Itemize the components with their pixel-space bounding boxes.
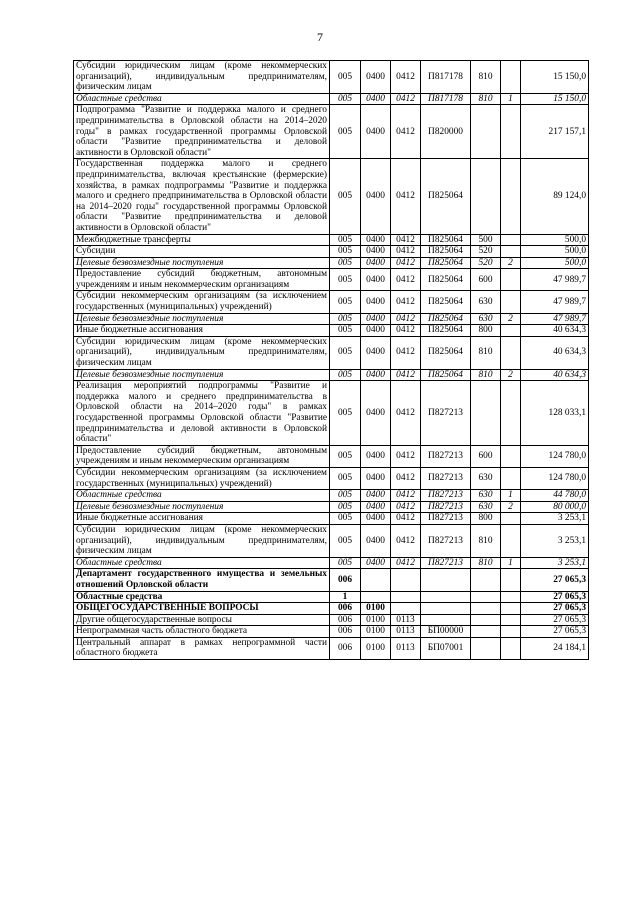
- section-code-cell: 0400: [361, 369, 391, 381]
- amount-cell: 27 065,3: [521, 626, 589, 638]
- subsection-code-cell: 0113: [391, 626, 421, 638]
- subsection-code-cell: 0412: [391, 381, 421, 446]
- source-code-cell: [501, 381, 521, 446]
- target-article-cell: П825064: [421, 159, 471, 234]
- grbs-code-cell: 006: [330, 603, 361, 615]
- source-code-cell: [501, 61, 521, 94]
- source-code-cell: [501, 336, 521, 369]
- source-code-cell: [501, 269, 521, 291]
- grbs-code-cell: 005: [330, 61, 361, 94]
- expense-type-cell: 810: [471, 93, 501, 105]
- row-name-cell: Субсидии некоммерческим организациям (за исключением государственных (муниципальных) учреждений): [74, 291, 330, 313]
- grbs-code-cell: 005: [330, 445, 361, 467]
- expense-type-cell: [471, 591, 501, 603]
- section-code-cell: 0400: [361, 159, 391, 234]
- target-article-cell: П825064: [421, 325, 471, 337]
- table-row: [74, 159, 589, 234]
- grbs-code-cell: 006: [330, 614, 361, 626]
- section-code-cell: 0400: [361, 93, 391, 105]
- section-code-cell: 0100: [361, 637, 391, 659]
- source-code-cell: [501, 325, 521, 337]
- row-name-cell: Субсидии: [74, 246, 330, 258]
- grbs-code-cell: 005: [330, 336, 361, 369]
- subsection-code-cell: 0113: [391, 637, 421, 659]
- expense-type-cell: 520: [471, 257, 501, 269]
- source-code-cell: 1: [501, 557, 521, 569]
- expense-type-cell: 600: [471, 269, 501, 291]
- row-name-cell: Областные средства: [74, 591, 330, 603]
- source-code-cell: 1: [501, 93, 521, 105]
- subsection-code-cell: 0412: [391, 524, 421, 557]
- section-code-cell: 0400: [361, 467, 391, 489]
- row-name-cell: Целевые безвозмездные поступления: [74, 313, 330, 325]
- grbs-code-cell: 005: [330, 513, 361, 525]
- amount-cell: 27 065,3: [521, 569, 589, 591]
- expense-type-cell: 810: [471, 557, 501, 569]
- section-code-cell: 0400: [361, 524, 391, 557]
- row-name-cell: Центральный аппарат в рамках непрограммной части областного бюджета: [74, 637, 330, 659]
- amount-cell: 89 124,0: [521, 159, 589, 234]
- subsection-code-cell: 0412: [391, 61, 421, 94]
- section-code-cell: 0400: [361, 445, 391, 467]
- row-name-cell: Областные средства: [74, 490, 330, 502]
- table-row: [74, 557, 589, 569]
- table-row: [74, 93, 589, 105]
- expense-type-cell: 630: [471, 467, 501, 489]
- grbs-code-cell: 1: [330, 591, 361, 603]
- amount-cell: 128 033,1: [521, 381, 589, 446]
- expense-type-cell: 810: [471, 369, 501, 381]
- budget-table-body: [74, 61, 589, 660]
- grbs-code-cell: 005: [330, 467, 361, 489]
- subsection-code-cell: 0412: [391, 513, 421, 525]
- amount-cell: 15 150,0: [521, 93, 589, 105]
- amount-cell: 500,0: [521, 257, 589, 269]
- table-row: [74, 369, 589, 381]
- subsection-code-cell: 0412: [391, 105, 421, 159]
- expense-type-cell: [471, 381, 501, 446]
- amount-cell: 80 000,0: [521, 501, 589, 513]
- table-row: [74, 637, 589, 659]
- row-name-cell: Целевые безвозмездные поступления: [74, 369, 330, 381]
- page-number: 7: [317, 30, 323, 44]
- section-code-cell: 0100: [361, 614, 391, 626]
- amount-cell: 3 253,1: [521, 524, 589, 557]
- amount-cell: 44 780,0: [521, 490, 589, 502]
- source-code-cell: [501, 234, 521, 246]
- grbs-code-cell: 006: [330, 637, 361, 659]
- table-row: [74, 291, 589, 313]
- subsection-code-cell: 0412: [391, 369, 421, 381]
- subsection-code-cell: [391, 603, 421, 615]
- amount-cell: 40 634,3: [521, 325, 589, 337]
- subsection-code-cell: 0412: [391, 325, 421, 337]
- amount-cell: 500,0: [521, 246, 589, 258]
- section-code-cell: 0400: [361, 105, 391, 159]
- expense-type-cell: [471, 159, 501, 234]
- row-name-cell: Предоставление субсидий бюджетным, автономным учреждениям и иным некоммерческим организациям: [74, 445, 330, 467]
- subsection-code-cell: 0412: [391, 257, 421, 269]
- section-code-cell: 0400: [361, 291, 391, 313]
- target-article-cell: П827213: [421, 501, 471, 513]
- target-article-cell: П825064: [421, 269, 471, 291]
- row-name-cell: Субсидии юридическим лицам (кроме некоммерческих организаций), индивидуальным предпринимателям, физическим лицам: [74, 524, 330, 557]
- expense-type-cell: 630: [471, 313, 501, 325]
- table-row: [74, 591, 589, 603]
- amount-cell: 217 157,1: [521, 105, 589, 159]
- amount-cell: 47 989,7: [521, 291, 589, 313]
- source-code-cell: [501, 603, 521, 615]
- source-code-cell: 2: [501, 313, 521, 325]
- expense-type-cell: 500: [471, 234, 501, 246]
- amount-cell: 3 253,1: [521, 513, 589, 525]
- section-code-cell: 0400: [361, 234, 391, 246]
- row-name-cell: Подпрограмма "Развитие и поддержка малого и среднего предпринимательства в Орловской области на 2014–2020 годы" в рамках государственной программы Орловской области "Развитие предпринимательства и деловой активности в Орловской области": [74, 105, 330, 159]
- row-name-cell: Реализация мероприятий подпрограммы "Развитие и поддержка малого и среднего предпринимательства в Орловской области на 2014–2020 годы" в рамках государственной программы Орловской области "Развитие предпринимательства и деловой активности в Орловской области": [74, 381, 330, 446]
- section-code-cell: 0400: [361, 513, 391, 525]
- target-article-cell: П825064: [421, 257, 471, 269]
- expense-type-cell: 630: [471, 501, 501, 513]
- expense-type-cell: [471, 626, 501, 638]
- target-article-cell: П825064: [421, 369, 471, 381]
- target-article-cell: П827213: [421, 557, 471, 569]
- amount-cell: 47 989,7: [521, 313, 589, 325]
- source-code-cell: 2: [501, 501, 521, 513]
- grbs-code-cell: 005: [330, 313, 361, 325]
- table-row: [74, 257, 589, 269]
- section-code-cell: 0400: [361, 61, 391, 94]
- row-name-cell: Иные бюджетные ассигнования: [74, 513, 330, 525]
- target-article-cell: БП07001: [421, 637, 471, 659]
- table-row: [74, 234, 589, 246]
- expense-type-cell: 630: [471, 490, 501, 502]
- target-article-cell: П827213: [421, 490, 471, 502]
- subsection-code-cell: 0412: [391, 557, 421, 569]
- amount-cell: 3 253,1: [521, 557, 589, 569]
- row-name-cell: Областные средства: [74, 93, 330, 105]
- target-article-cell: П825064: [421, 246, 471, 258]
- source-code-cell: [501, 467, 521, 489]
- grbs-code-cell: 005: [330, 269, 361, 291]
- row-name-cell: Межбюджетные трансферты: [74, 234, 330, 246]
- row-name-cell: Целевые безвозмездные поступления: [74, 257, 330, 269]
- subsection-code-cell: 0412: [391, 246, 421, 258]
- row-name-cell: Другие общегосударственные вопросы: [74, 614, 330, 626]
- source-code-cell: [501, 569, 521, 591]
- table-row: [74, 490, 589, 502]
- row-name-cell: Департамент государственного имущества и земельных отношений Орловской области: [74, 569, 330, 591]
- grbs-code-cell: 005: [330, 246, 361, 258]
- expense-type-cell: 810: [471, 336, 501, 369]
- target-article-cell: [421, 603, 471, 615]
- table-row: [74, 381, 589, 446]
- source-code-cell: [501, 246, 521, 258]
- grbs-code-cell: 005: [330, 501, 361, 513]
- table-row: [74, 467, 589, 489]
- amount-cell: 124 780,0: [521, 445, 589, 467]
- source-code-cell: 2: [501, 257, 521, 269]
- grbs-code-cell: 006: [330, 569, 361, 591]
- source-code-cell: [501, 626, 521, 638]
- table-row: [74, 603, 589, 615]
- source-code-cell: [501, 637, 521, 659]
- source-code-cell: 1: [501, 490, 521, 502]
- grbs-code-cell: 005: [330, 234, 361, 246]
- subsection-code-cell: 0412: [391, 93, 421, 105]
- subsection-code-cell: 0412: [391, 445, 421, 467]
- table-row: [74, 313, 589, 325]
- subsection-code-cell: 0412: [391, 269, 421, 291]
- subsection-code-cell: [391, 569, 421, 591]
- section-code-cell: 0400: [361, 336, 391, 369]
- target-article-cell: П827213: [421, 524, 471, 557]
- grbs-code-cell: 006: [330, 626, 361, 638]
- expense-type-cell: [471, 637, 501, 659]
- amount-cell: 47 989,7: [521, 269, 589, 291]
- expense-type-cell: 800: [471, 513, 501, 525]
- grbs-code-cell: 005: [330, 159, 361, 234]
- section-code-cell: [361, 591, 391, 603]
- table-row: [74, 513, 589, 525]
- target-article-cell: П817178: [421, 61, 471, 94]
- expense-type-cell: [471, 614, 501, 626]
- target-article-cell: П825064: [421, 313, 471, 325]
- target-article-cell: П817178: [421, 93, 471, 105]
- expense-type-cell: 630: [471, 291, 501, 313]
- table-row: [74, 524, 589, 557]
- source-code-cell: [501, 524, 521, 557]
- row-name-cell: Иные бюджетные ассигнования: [74, 325, 330, 337]
- section-code-cell: 0400: [361, 325, 391, 337]
- subsection-code-cell: 0412: [391, 291, 421, 313]
- source-code-cell: [501, 445, 521, 467]
- subsection-code-cell: [391, 591, 421, 603]
- grbs-code-cell: 005: [330, 557, 361, 569]
- grbs-code-cell: 005: [330, 257, 361, 269]
- expense-type-cell: 800: [471, 325, 501, 337]
- row-name-cell: Субсидии юридическим лицам (кроме некоммерческих организаций), индивидуальным предпринимателям, физическим лицам: [74, 336, 330, 369]
- source-code-cell: 2: [501, 369, 521, 381]
- row-name-cell: Предоставление субсидий бюджетным, автономным учреждениям и иным некоммерческим организациям: [74, 269, 330, 291]
- target-article-cell: П825064: [421, 234, 471, 246]
- grbs-code-cell: 005: [330, 524, 361, 557]
- section-code-cell: 0400: [361, 257, 391, 269]
- grbs-code-cell: 005: [330, 291, 361, 313]
- subsection-code-cell: 0412: [391, 234, 421, 246]
- target-article-cell: [421, 569, 471, 591]
- section-code-cell: 0400: [361, 313, 391, 325]
- amount-cell: 27 065,3: [521, 591, 589, 603]
- amount-cell: 24 184,1: [521, 637, 589, 659]
- grbs-code-cell: 005: [330, 325, 361, 337]
- expense-type-cell: [471, 569, 501, 591]
- table-row: [74, 614, 589, 626]
- target-article-cell: П827213: [421, 445, 471, 467]
- table-row: [74, 269, 589, 291]
- section-code-cell: 0400: [361, 490, 391, 502]
- source-code-cell: [501, 159, 521, 234]
- row-name-cell: Субсидии некоммерческим организациям (за исключением государственных (муниципальных) учреждений): [74, 467, 330, 489]
- table-row: [74, 445, 589, 467]
- grbs-code-cell: 005: [330, 490, 361, 502]
- expense-type-cell: 600: [471, 445, 501, 467]
- grbs-code-cell: 005: [330, 369, 361, 381]
- table-row: [74, 501, 589, 513]
- table-row: [74, 626, 589, 638]
- row-name-cell: Областные средства: [74, 557, 330, 569]
- amount-cell: 15 150,0: [521, 61, 589, 94]
- row-name-cell: Непрограммная часть областного бюджета: [74, 626, 330, 638]
- row-name-cell: Государственная поддержка малого и среднего предпринимательства, включая крестьянские (фермерские) хозяйства, в рамках подпрограммы "Развитие и поддержка малого и среднего предпринимательства в Орловской области на 2014–2020 годы" государственной программы Орловской области "Развитие предпринимательства и деловой активности в Орловской области": [74, 159, 330, 234]
- amount-cell: 124 780,0: [521, 467, 589, 489]
- grbs-code-cell: 005: [330, 381, 361, 446]
- amount-cell: 500,0: [521, 234, 589, 246]
- grbs-code-cell: 005: [330, 105, 361, 159]
- target-article-cell: П820000: [421, 105, 471, 159]
- subsection-code-cell: 0412: [391, 501, 421, 513]
- section-code-cell: 0400: [361, 246, 391, 258]
- target-article-cell: П825064: [421, 291, 471, 313]
- subsection-code-cell: 0412: [391, 467, 421, 489]
- amount-cell: 27 065,3: [521, 614, 589, 626]
- target-article-cell: П827213: [421, 513, 471, 525]
- section-code-cell: 0400: [361, 501, 391, 513]
- table-row: [74, 105, 589, 159]
- table-row: [74, 336, 589, 369]
- amount-cell: 40 634,3: [521, 369, 589, 381]
- row-name-cell: ОБЩЕГОСУДАРСТВЕННЫЕ ВОПРОСЫ: [74, 603, 330, 615]
- source-code-cell: [501, 513, 521, 525]
- target-article-cell: П825064: [421, 336, 471, 369]
- table-row: [74, 569, 589, 591]
- table-row: [74, 325, 589, 337]
- expense-type-cell: [471, 105, 501, 159]
- row-name-cell: Субсидии юридическим лицам (кроме некоммерческих организаций), индивидуальным предпринимателям, физическим лицам: [74, 61, 330, 94]
- table-row: [74, 246, 589, 258]
- subsection-code-cell: 0412: [391, 159, 421, 234]
- target-article-cell: П827213: [421, 381, 471, 446]
- subsection-code-cell: 0412: [391, 313, 421, 325]
- subsection-code-cell: 0113: [391, 614, 421, 626]
- expense-type-cell: 520: [471, 246, 501, 258]
- section-code-cell: 0400: [361, 557, 391, 569]
- grbs-code-cell: 005: [330, 93, 361, 105]
- target-article-cell: [421, 591, 471, 603]
- budget-table: [73, 60, 589, 660]
- expense-type-cell: 810: [471, 61, 501, 94]
- amount-cell: 27 065,3: [521, 603, 589, 615]
- target-article-cell: П827213: [421, 467, 471, 489]
- subsection-code-cell: 0412: [391, 490, 421, 502]
- source-code-cell: [501, 614, 521, 626]
- source-code-cell: [501, 105, 521, 159]
- section-code-cell: 0100: [361, 626, 391, 638]
- expense-type-cell: [471, 603, 501, 615]
- source-code-cell: [501, 291, 521, 313]
- section-code-cell: 0100: [361, 603, 391, 615]
- table-row: [74, 61, 589, 94]
- target-article-cell: БП00000: [421, 626, 471, 638]
- expense-type-cell: 810: [471, 524, 501, 557]
- source-code-cell: [501, 591, 521, 603]
- amount-cell: 40 634,3: [521, 336, 589, 369]
- section-code-cell: 0400: [361, 269, 391, 291]
- target-article-cell: [421, 614, 471, 626]
- section-code-cell: 0400: [361, 381, 391, 446]
- subsection-code-cell: 0412: [391, 336, 421, 369]
- section-code-cell: [361, 569, 391, 591]
- row-name-cell: Целевые безвозмездные поступления: [74, 501, 330, 513]
